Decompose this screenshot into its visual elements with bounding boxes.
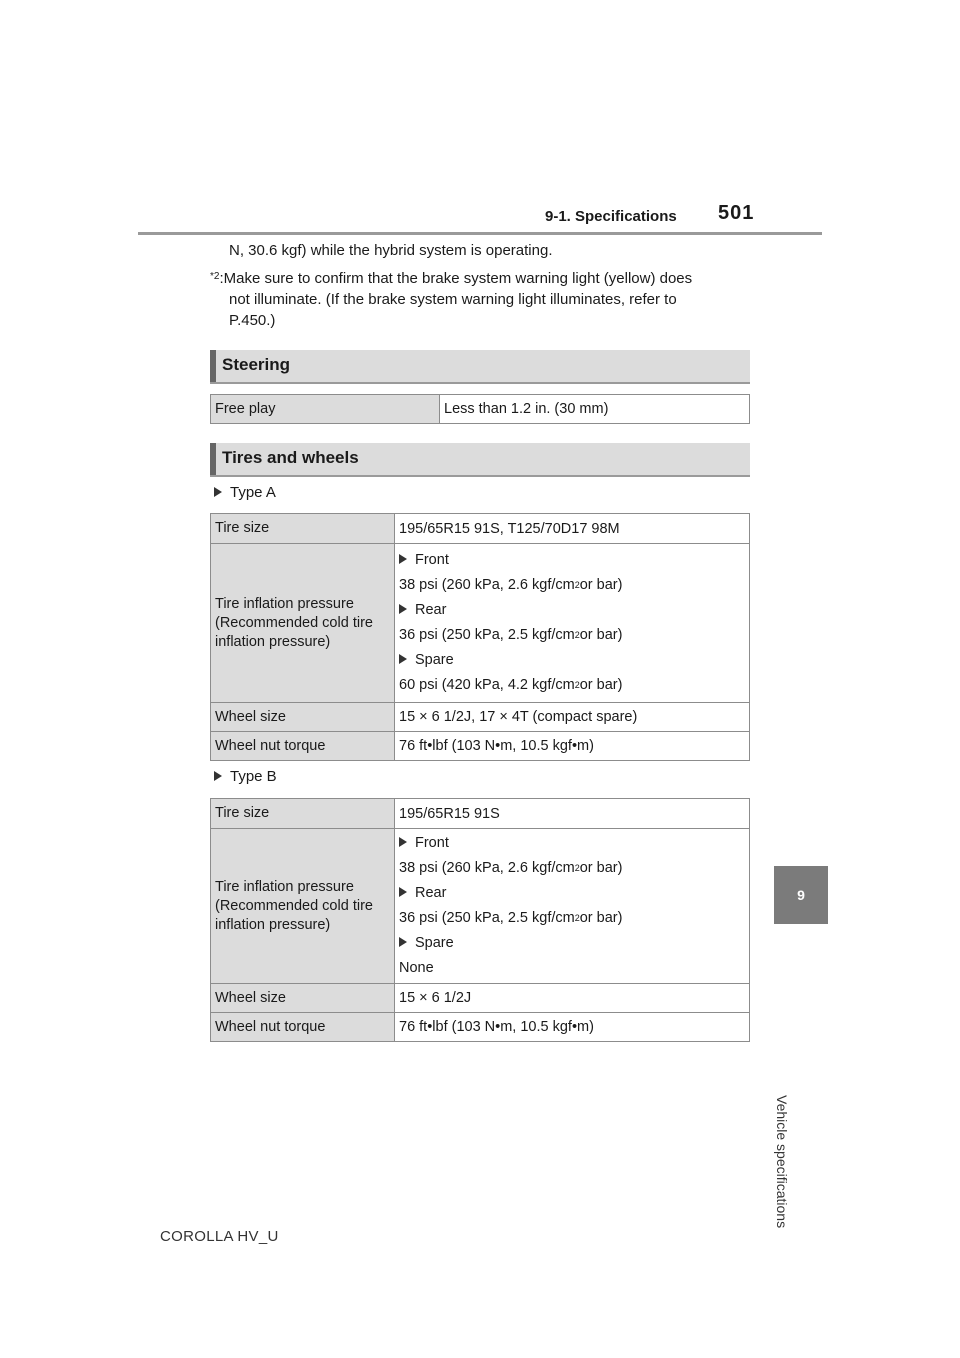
rear-subheading [399, 881, 745, 905]
spare-pressure-value: None [399, 960, 434, 976]
pressure-label-line-1: Tire inflation pressure [215, 595, 354, 612]
section-marker [210, 443, 216, 475]
section-marker [210, 350, 216, 382]
chapter-label: Vehicle specifications [774, 1095, 790, 1229]
steering-title: Steering [222, 355, 291, 374]
bullet-arrow-icon [399, 887, 407, 897]
table-row [211, 544, 750, 703]
front-subheading [399, 831, 745, 855]
type-a-heading [214, 484, 276, 501]
unit-tail: or bar) [579, 860, 623, 876]
pressure-label-line-2: (Recommended cold tire [215, 614, 373, 631]
type-b-table [210, 798, 750, 1042]
footnote-line-1: :Make sure to confirm that the brake system warning light (yellow) does [219, 270, 693, 287]
bullet-arrow-icon [399, 937, 407, 947]
table-row [211, 799, 750, 829]
wheel-size-label: Wheel size [211, 984, 395, 1013]
type-a-label: Type A [230, 484, 276, 501]
spare-pressure [399, 672, 745, 698]
header-divider [138, 232, 822, 235]
unit-tail: or bar) [579, 677, 623, 693]
pressure-label-line-2: (Recommended cold tire [215, 897, 373, 914]
wheel-size-label: Wheel size [211, 703, 395, 732]
nut-torque-label: Wheel nut torque [211, 1013, 395, 1042]
unit-superscript: 2 [574, 680, 580, 690]
table-row [211, 732, 750, 761]
tire-size-label: Tire size [211, 799, 395, 829]
spare-label: Spare [415, 935, 454, 951]
bullet-arrow-icon [214, 487, 222, 497]
pressure-value [395, 829, 750, 984]
tires-section-header [210, 443, 750, 477]
pressure-label [211, 544, 395, 703]
unit-tail: or bar) [579, 627, 623, 643]
table-row [211, 703, 750, 732]
table-row [211, 829, 750, 984]
chapter-number: 9 [797, 887, 805, 903]
nut-torque-value: 76 ft•lbf (103 N•m, 10.5 kgf•m) [395, 732, 750, 761]
spare-label: Spare [415, 652, 454, 668]
intro-line: N, 30.6 kgf) while the hybrid system is operating. [229, 242, 553, 259]
spare-pressure [399, 955, 745, 981]
bullet-arrow-icon [399, 654, 407, 664]
footer-model: COROLLA HV_U [160, 1228, 279, 1245]
rear-label: Rear [415, 885, 447, 901]
unit-superscript: 2 [574, 863, 580, 873]
section-title: 9-1. Specifications [545, 208, 677, 225]
page-number: 501 [718, 202, 755, 224]
pressure-label-line-1: Tire inflation pressure [215, 878, 354, 895]
unit-superscript: 2 [574, 580, 580, 590]
bullet-arrow-icon [214, 771, 222, 781]
footnote-line-2: not illuminate. (If the brake system warning light illuminates, refer to [229, 291, 677, 308]
steering-section-header [210, 350, 750, 384]
spare-pressure-value: 60 psi (420 kPa, 4.2 kgf/cm [399, 677, 575, 693]
type-b-label: Type B [230, 768, 277, 785]
steering-table [210, 394, 750, 424]
free-play-value: Less than 1.2 in. (30 mm) [440, 395, 750, 424]
nut-torque-value: 76 ft•lbf (103 N•m, 10.5 kgf•m) [395, 1013, 750, 1042]
footnote-mark: *2 [210, 271, 220, 282]
rear-pressure-value: 36 psi (250 kPa, 2.5 kgf/cm [399, 910, 575, 926]
front-pressure [399, 572, 745, 598]
footnote-line-3: P.450.) [229, 312, 276, 329]
table-row [211, 1013, 750, 1042]
tire-size-value: 195/65R15 91S [395, 799, 750, 829]
tire-size-label: Tire size [211, 514, 395, 544]
table-row [211, 514, 750, 544]
rear-pressure [399, 905, 745, 931]
front-label: Front [415, 552, 449, 568]
rear-pressure-value: 36 psi (250 kPa, 2.5 kgf/cm [399, 627, 575, 643]
type-b-heading [214, 768, 277, 785]
pressure-label-line-3: inflation pressure) [215, 916, 331, 933]
bullet-arrow-icon [399, 604, 407, 614]
front-pressure-value: 38 psi (260 kPa, 2.6 kgf/cm [399, 577, 575, 593]
rear-pressure [399, 622, 745, 648]
free-play-label: Free play [211, 395, 440, 424]
unit-superscript: 2 [574, 913, 580, 923]
spare-subheading [399, 648, 745, 672]
front-subheading [399, 548, 745, 572]
table-row [211, 395, 750, 424]
tire-size-value: 195/65R15 91S, T125/70D17 98M [395, 514, 750, 544]
bullet-arrow-icon [399, 837, 407, 847]
chapter-tab [774, 866, 828, 924]
nut-torque-label: Wheel nut torque [211, 732, 395, 761]
wheel-size-value: 15 × 6 1/2J, 17 × 4T (compact spare) [395, 703, 750, 732]
spare-subheading [399, 931, 745, 955]
unit-tail: or bar) [579, 910, 623, 926]
rear-label: Rear [415, 602, 447, 618]
unit-superscript: 2 [574, 630, 580, 640]
front-label: Front [415, 835, 449, 851]
pressure-value [395, 544, 750, 703]
footnote [210, 268, 692, 289]
front-pressure [399, 855, 745, 881]
table-row [211, 984, 750, 1013]
rear-subheading [399, 598, 745, 622]
type-a-table [210, 513, 750, 761]
front-pressure-value: 38 psi (260 kPa, 2.6 kgf/cm [399, 860, 575, 876]
bullet-arrow-icon [399, 554, 407, 564]
pressure-label-line-3: inflation pressure) [215, 633, 331, 650]
unit-tail: or bar) [579, 577, 623, 593]
wheel-size-value: 15 × 6 1/2J [395, 984, 750, 1013]
pressure-label [211, 829, 395, 984]
tires-title: Tires and wheels [222, 448, 359, 467]
